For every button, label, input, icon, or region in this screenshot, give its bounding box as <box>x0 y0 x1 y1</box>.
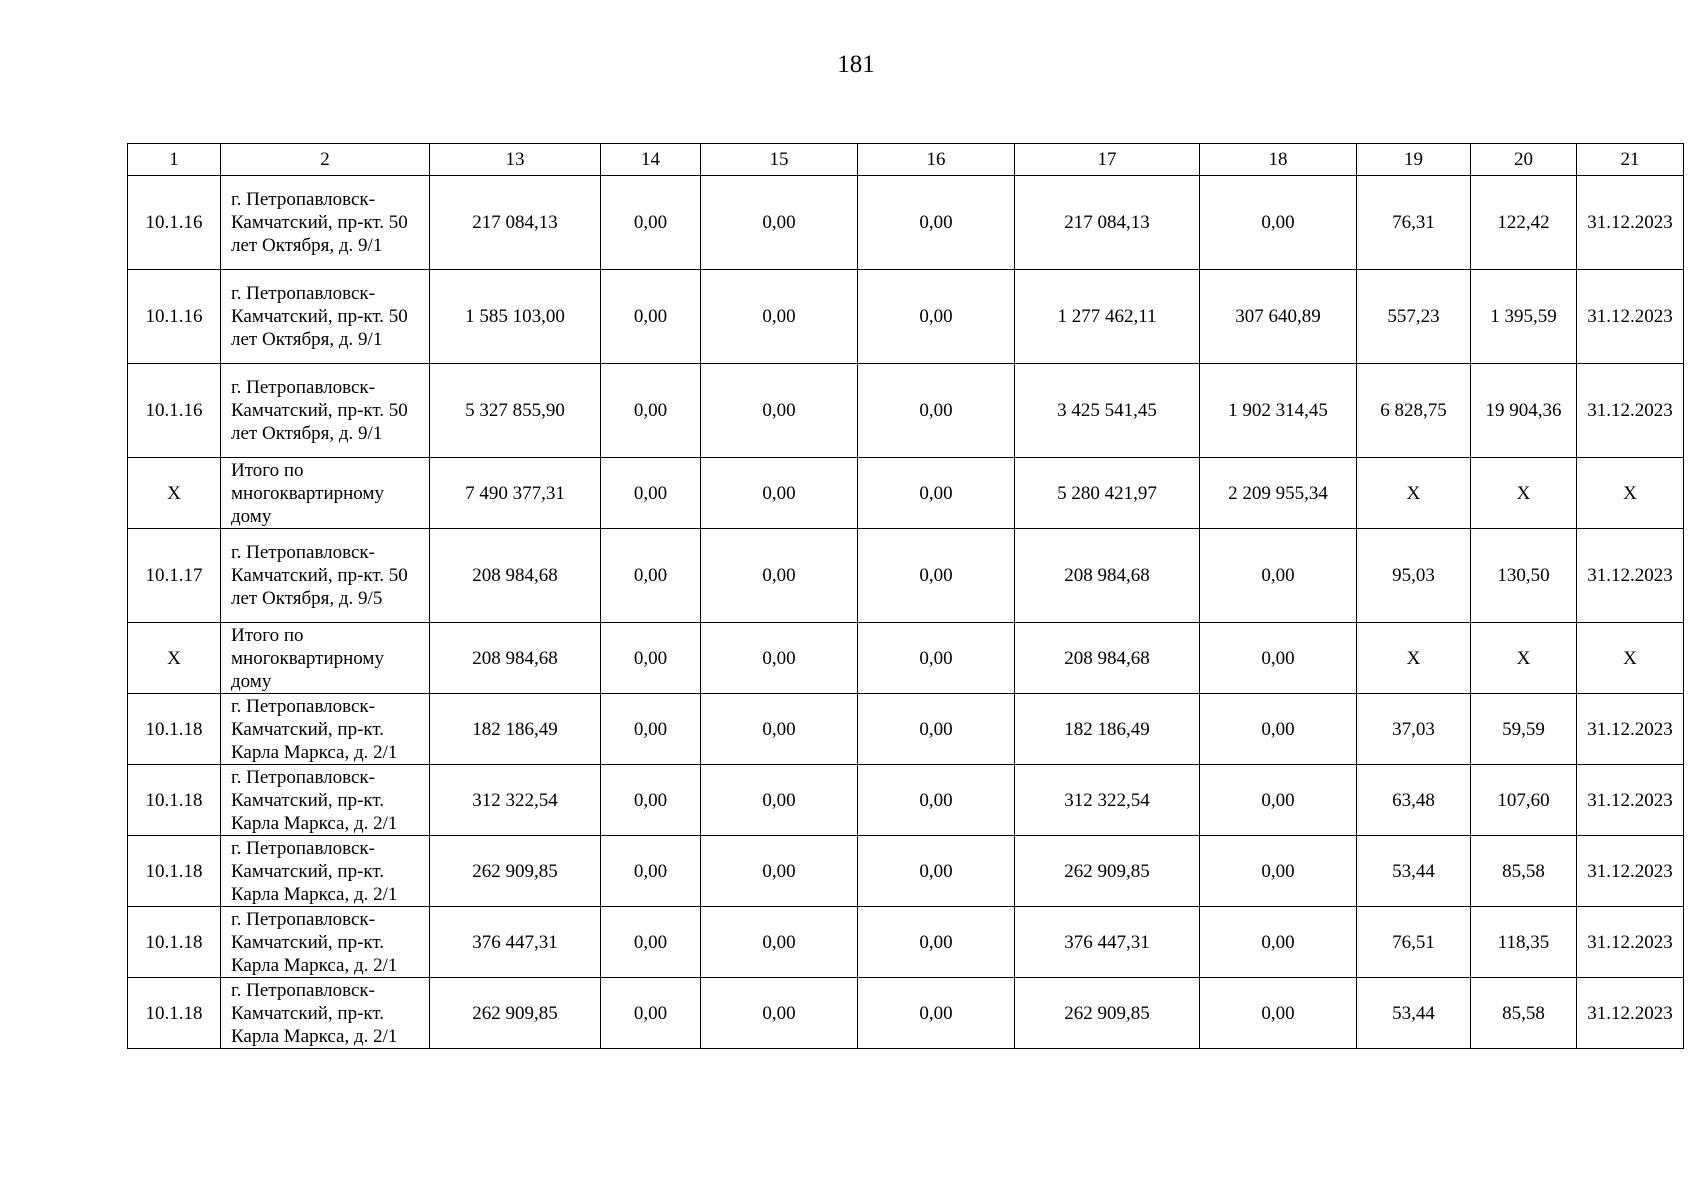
column-number: 20 <box>1471 144 1577 176</box>
row-number-cell: X <box>128 623 221 694</box>
col-15-cell: 0,00 <box>701 907 858 978</box>
col-14-cell: 0,00 <box>601 270 701 364</box>
col-13-cell: 7 490 377,31 <box>430 458 601 529</box>
col-14-cell: 0,00 <box>601 765 701 836</box>
data-table <box>127 143 1684 1049</box>
col-13-cell: 217 084,13 <box>430 176 601 270</box>
col-16-cell: 0,00 <box>858 176 1015 270</box>
col-20-cell: 85,58 <box>1471 836 1577 907</box>
col-18-cell: 0,00 <box>1200 694 1357 765</box>
col-15-cell: 0,00 <box>701 623 858 694</box>
table-row <box>128 623 1684 694</box>
address-cell: Итого по многоквартирному дому <box>221 458 430 529</box>
address-cell: г. Петропавловск-Камчатский, пр-кт. 50 лет Октября, д. 9/5 <box>221 529 430 623</box>
col-14-cell: 0,00 <box>601 176 701 270</box>
column-number-row <box>128 144 1684 176</box>
column-number: 21 <box>1577 144 1684 176</box>
col-17-cell: 262 909,85 <box>1015 978 1200 1049</box>
row-number-cell: 10.1.18 <box>128 694 221 765</box>
address-cell: г. Петропавловск-Камчатский, пр-кт. Карла Маркса, д. 2/1 <box>221 978 430 1049</box>
col-17-cell: 3 425 541,45 <box>1015 364 1200 458</box>
col-18-cell: 307 640,89 <box>1200 270 1357 364</box>
col-19-cell: 95,03 <box>1357 529 1471 623</box>
column-number: 14 <box>601 144 701 176</box>
row-number-cell: X <box>128 458 221 529</box>
col-18-cell: 0,00 <box>1200 623 1357 694</box>
col-17-cell: 262 909,85 <box>1015 836 1200 907</box>
address-cell: г. Петропавловск-Камчатский, пр-кт. 50 лет Октября, д. 9/1 <box>221 364 430 458</box>
col-15-cell: 0,00 <box>701 458 858 529</box>
table-row <box>128 694 1684 765</box>
col-18-cell: 2 209 955,34 <box>1200 458 1357 529</box>
address-cell: г. Петропавловск-Камчатский, пр-кт. Карла Маркса, д. 2/1 <box>221 694 430 765</box>
col-13-cell: 208 984,68 <box>430 623 601 694</box>
col-15-cell: 0,00 <box>701 270 858 364</box>
table-row <box>128 978 1684 1049</box>
col-19-cell: X <box>1357 458 1471 529</box>
col-18-cell: 0,00 <box>1200 978 1357 1049</box>
column-number: 17 <box>1015 144 1200 176</box>
col-13-cell: 262 909,85 <box>430 978 601 1049</box>
col-16-cell: 0,00 <box>858 623 1015 694</box>
col-17-cell: 208 984,68 <box>1015 529 1200 623</box>
col-15-cell: 0,00 <box>701 836 858 907</box>
col-20-cell: 1 395,59 <box>1471 270 1577 364</box>
table-row <box>128 836 1684 907</box>
col-14-cell: 0,00 <box>601 694 701 765</box>
col-18-cell: 1 902 314,45 <box>1200 364 1357 458</box>
col-19-cell: 53,44 <box>1357 978 1471 1049</box>
col-14-cell: 0,00 <box>601 623 701 694</box>
date-cell: 31.12.2023 <box>1577 176 1684 270</box>
col-16-cell: 0,00 <box>858 529 1015 623</box>
row-number-cell: 10.1.16 <box>128 176 221 270</box>
col-18-cell: 0,00 <box>1200 765 1357 836</box>
col-17-cell: 1 277 462,11 <box>1015 270 1200 364</box>
col-13-cell: 182 186,49 <box>430 694 601 765</box>
col-17-cell: 5 280 421,97 <box>1015 458 1200 529</box>
col-14-cell: 0,00 <box>601 978 701 1049</box>
table-row <box>128 529 1684 623</box>
address-cell: г. Петропавловск-Камчатский, пр-кт. 50 лет Октября, д. 9/1 <box>221 176 430 270</box>
table-row <box>128 176 1684 270</box>
col-20-cell: 122,42 <box>1471 176 1577 270</box>
column-number: 15 <box>701 144 858 176</box>
row-number-cell: 10.1.16 <box>128 364 221 458</box>
col-20-cell: X <box>1471 458 1577 529</box>
row-number-cell: 10.1.18 <box>128 836 221 907</box>
col-19-cell: 76,51 <box>1357 907 1471 978</box>
col-16-cell: 0,00 <box>858 458 1015 529</box>
address-cell: Итого по многоквартирному дому <box>221 623 430 694</box>
col-16-cell: 0,00 <box>858 694 1015 765</box>
date-cell: 31.12.2023 <box>1577 694 1684 765</box>
col-13-cell: 376 447,31 <box>430 907 601 978</box>
col-16-cell: 0,00 <box>858 270 1015 364</box>
col-13-cell: 262 909,85 <box>430 836 601 907</box>
table-row <box>128 270 1684 364</box>
col-19-cell: 6 828,75 <box>1357 364 1471 458</box>
col-13-cell: 312 322,54 <box>430 765 601 836</box>
column-number: 13 <box>430 144 601 176</box>
column-number: 1 <box>128 144 221 176</box>
col-15-cell: 0,00 <box>701 978 858 1049</box>
row-number-cell: 10.1.17 <box>128 529 221 623</box>
address-cell: г. Петропавловск-Камчатский, пр-кт. 50 лет Октября, д. 9/1 <box>221 270 430 364</box>
col-14-cell: 0,00 <box>601 836 701 907</box>
date-cell: X <box>1577 458 1684 529</box>
date-cell: 31.12.2023 <box>1577 836 1684 907</box>
col-17-cell: 376 447,31 <box>1015 907 1200 978</box>
col-16-cell: 0,00 <box>858 907 1015 978</box>
col-20-cell: X <box>1471 623 1577 694</box>
column-number: 19 <box>1357 144 1471 176</box>
col-19-cell: 557,23 <box>1357 270 1471 364</box>
col-20-cell: 118,35 <box>1471 907 1577 978</box>
col-19-cell: 37,03 <box>1357 694 1471 765</box>
col-19-cell: 53,44 <box>1357 836 1471 907</box>
date-cell: 31.12.2023 <box>1577 529 1684 623</box>
row-number-cell: 10.1.18 <box>128 978 221 1049</box>
table-row <box>128 907 1684 978</box>
col-20-cell: 107,60 <box>1471 765 1577 836</box>
column-number: 18 <box>1200 144 1357 176</box>
table-row <box>128 458 1684 529</box>
col-16-cell: 0,00 <box>858 978 1015 1049</box>
col-15-cell: 0,00 <box>701 765 858 836</box>
col-14-cell: 0,00 <box>601 529 701 623</box>
date-cell: 31.12.2023 <box>1577 978 1684 1049</box>
row-number-cell: 10.1.16 <box>128 270 221 364</box>
col-15-cell: 0,00 <box>701 176 858 270</box>
col-18-cell: 0,00 <box>1200 529 1357 623</box>
address-cell: г. Петропавловск-Камчатский, пр-кт. Карла Маркса, д. 2/1 <box>221 765 430 836</box>
col-17-cell: 312 322,54 <box>1015 765 1200 836</box>
col-19-cell: X <box>1357 623 1471 694</box>
address-cell: г. Петропавловск-Камчатский, пр-кт. Карла Маркса, д. 2/1 <box>221 836 430 907</box>
table-row <box>128 364 1684 458</box>
col-15-cell: 0,00 <box>701 694 858 765</box>
page-number: 181 <box>837 51 875 78</box>
col-13-cell: 1 585 103,00 <box>430 270 601 364</box>
col-17-cell: 208 984,68 <box>1015 623 1200 694</box>
col-13-cell: 208 984,68 <box>430 529 601 623</box>
col-20-cell: 59,59 <box>1471 694 1577 765</box>
col-14-cell: 0,00 <box>601 458 701 529</box>
col-19-cell: 76,31 <box>1357 176 1471 270</box>
col-20-cell: 130,50 <box>1471 529 1577 623</box>
col-20-cell: 85,58 <box>1471 978 1577 1049</box>
col-14-cell: 0,00 <box>601 364 701 458</box>
col-16-cell: 0,00 <box>858 364 1015 458</box>
col-17-cell: 182 186,49 <box>1015 694 1200 765</box>
col-15-cell: 0,00 <box>701 529 858 623</box>
column-number: 16 <box>858 144 1015 176</box>
col-15-cell: 0,00 <box>701 364 858 458</box>
col-13-cell: 5 327 855,90 <box>430 364 601 458</box>
date-cell: 31.12.2023 <box>1577 364 1684 458</box>
col-19-cell: 63,48 <box>1357 765 1471 836</box>
row-number-cell: 10.1.18 <box>128 907 221 978</box>
row-number-cell: 10.1.18 <box>128 765 221 836</box>
col-16-cell: 0,00 <box>858 765 1015 836</box>
table-row <box>128 765 1684 836</box>
col-16-cell: 0,00 <box>858 836 1015 907</box>
col-18-cell: 0,00 <box>1200 907 1357 978</box>
date-cell: X <box>1577 623 1684 694</box>
table-body <box>128 144 1684 1049</box>
date-cell: 31.12.2023 <box>1577 765 1684 836</box>
col-18-cell: 0,00 <box>1200 836 1357 907</box>
col-17-cell: 217 084,13 <box>1015 176 1200 270</box>
address-cell: г. Петропавловск-Камчатский, пр-кт. Карла Маркса, д. 2/1 <box>221 907 430 978</box>
date-cell: 31.12.2023 <box>1577 270 1684 364</box>
column-number: 2 <box>221 144 430 176</box>
col-20-cell: 19 904,36 <box>1471 364 1577 458</box>
col-18-cell: 0,00 <box>1200 176 1357 270</box>
date-cell: 31.12.2023 <box>1577 907 1684 978</box>
col-14-cell: 0,00 <box>601 907 701 978</box>
